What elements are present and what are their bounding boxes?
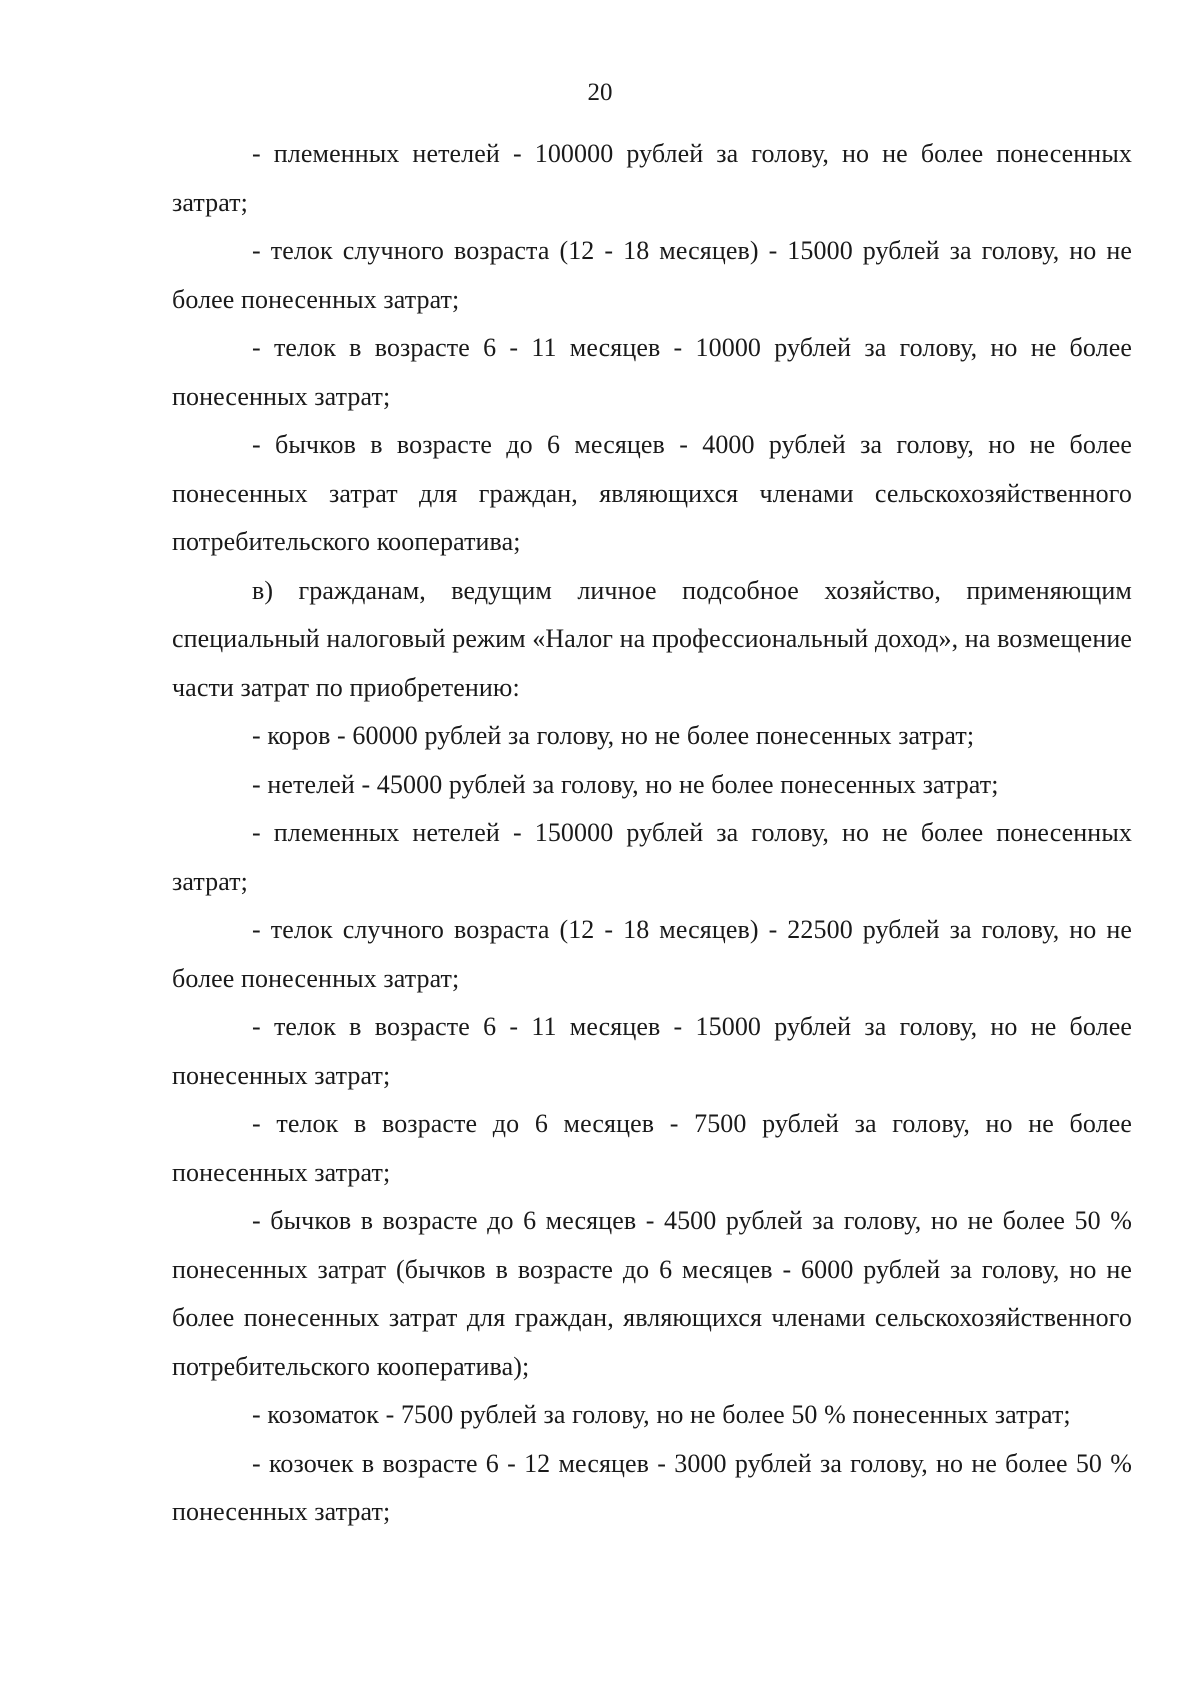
paragraph: - телок в возрасте 6 - 11 месяцев - 10000 рублей за голову, но не более понесенных затрат; xyxy=(172,333,1132,411)
paragraph: - бычков в возрасте до 6 месяцев - 4000 рублей за голову, но не более понесенных затрат для граждан, являющихся членами сельскохозяйственного потребительского кооператива; xyxy=(172,430,1132,556)
paragraph: - козочек в возрасте 6 - 12 месяцев - 3000 рублей за голову, но не более 50 % понесенных затрат; xyxy=(172,1448,1132,1526)
paragraph: - коров - 60000 рублей за голову, но не более понесенных затрат; xyxy=(252,721,975,750)
paragraph: - телок случного возраста (12 - 18 месяцев) - 15000 рублей за голову, но не более понесенных затрат; xyxy=(172,236,1132,314)
paragraph: - козоматок - 7500 рублей за голову, но не более 50 % понесенных затрат; xyxy=(252,1400,1071,1429)
paragraph: - телок в возрасте 6 - 11 месяцев - 15000 рублей за голову, но не более понесенных затрат; xyxy=(172,1012,1132,1090)
paragraph: - племенных нетелей - 150000 рублей за голову, но не более понесенных затрат; xyxy=(172,818,1132,896)
paragraph: - бычков в возрасте до 6 месяцев - 4500 рублей за голову, но не более 50 % понесенных затрат (бычков в возрасте до 6 месяцев - 6000 рублей за голову, но не более понесенных затрат для граждан, являющихся членами сельскохозяйственного потребительского кооператива); xyxy=(172,1206,1132,1381)
paragraph: - телок случного возраста (12 - 18 месяцев) - 22500 рублей за голову, но не более понесенных затрат; xyxy=(172,915,1132,993)
paragraph: - нетелей - 45000 рублей за голову, но не более понесенных затрат; xyxy=(252,769,999,799)
page-number: 20 xyxy=(587,79,613,106)
document-body xyxy=(172,130,1132,1537)
paragraph: в) гражданам, ведущим личное подсобное хозяйство, применяющим специальный налоговый режим «Налог на профессиональный доход», на возмещение части затрат по приобретению: xyxy=(172,575,1132,702)
paragraph: - телок в возрасте до 6 месяцев - 7500 рублей за голову, но не более понесенных затрат; xyxy=(172,1109,1132,1187)
paragraph: - племенных нетелей - 100000 рублей за голову, но не более понесенных затрат; xyxy=(172,139,1132,217)
